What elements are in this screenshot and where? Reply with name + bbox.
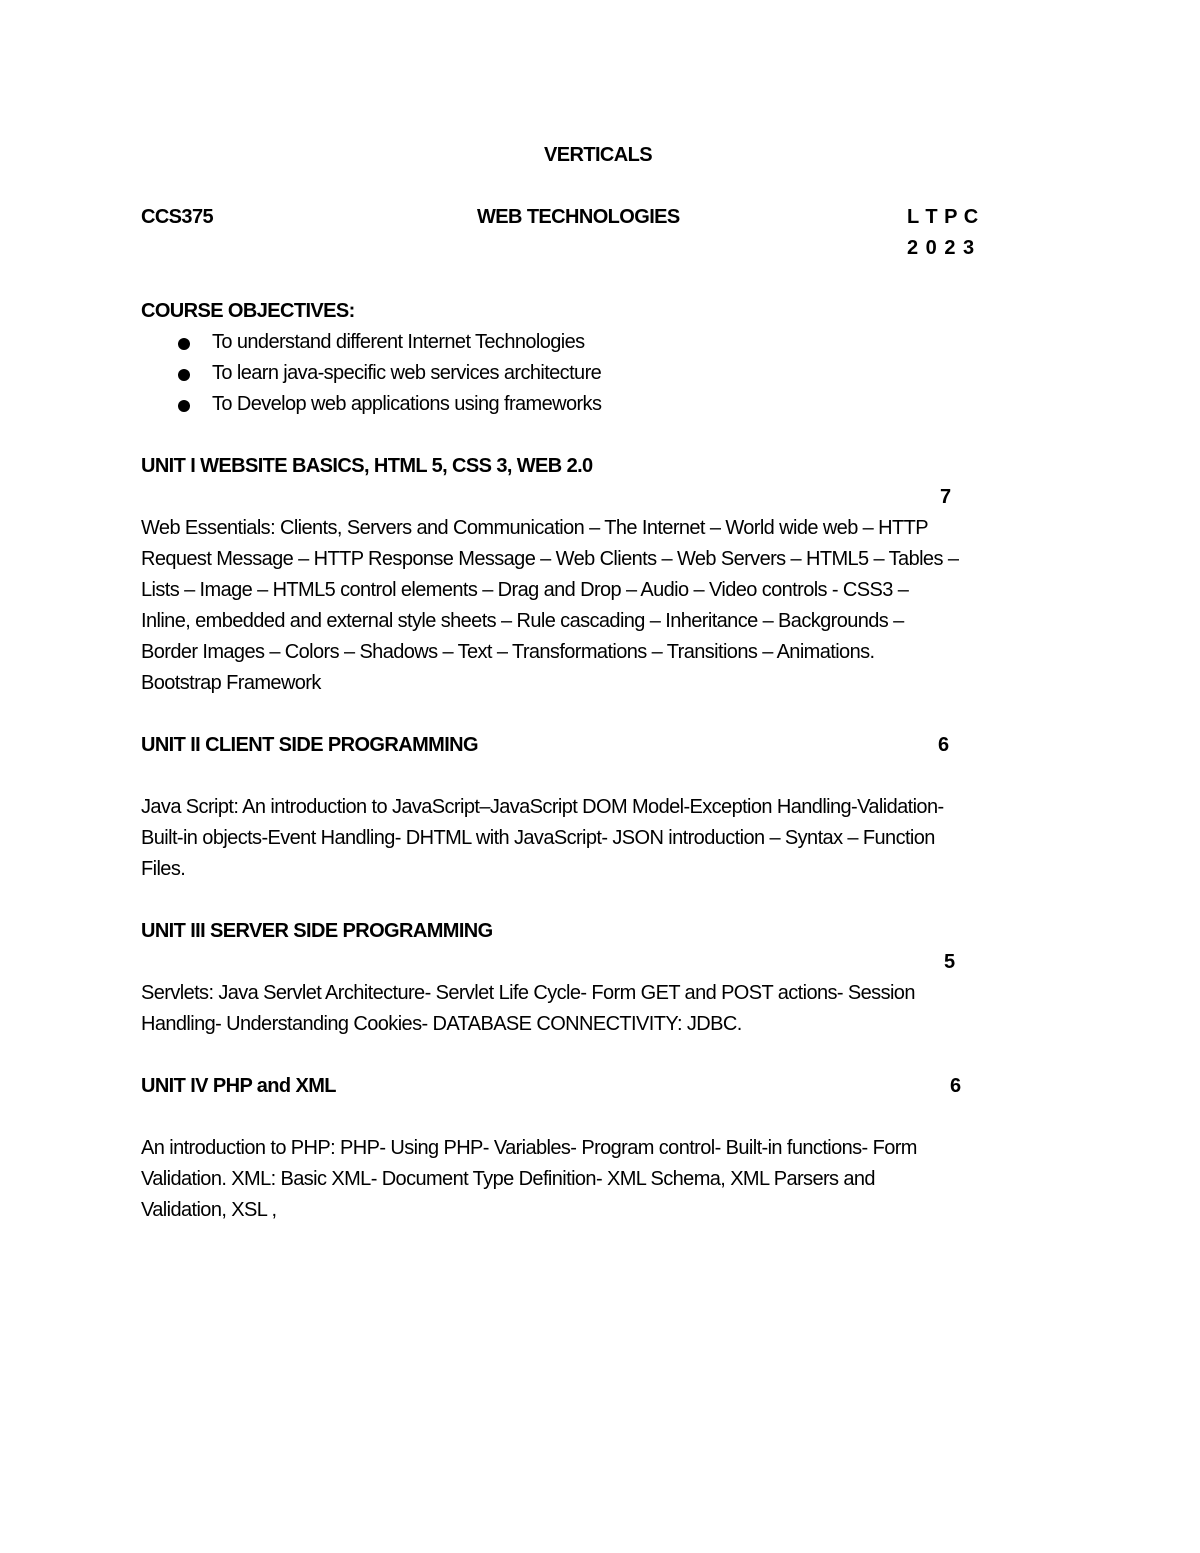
unit-content-line: Validation, XSL , — [141, 1199, 277, 1221]
unit-hours: 5 — [944, 951, 955, 973]
unit-hours: 7 — [940, 486, 951, 508]
unit-content-line: Lists – Image – HTML5 control elements – Drag and Drop – Audio – Video controls - CSS3 – — [141, 579, 909, 601]
bullet-icon — [178, 400, 190, 412]
ltpc-label: L T P C — [907, 206, 979, 228]
objective-item: To learn java-specific web services architecture — [212, 362, 602, 384]
objectives-heading: COURSE OBJECTIVES: — [141, 300, 355, 322]
document-title: VERTICALS — [544, 144, 652, 166]
unit-content-line: Validation. XML: Basic XML- Document Type Definition- XML Schema, XML Parsers and — [141, 1168, 875, 1190]
unit-hours: 6 — [938, 734, 949, 756]
unit-content-line: Files. — [141, 858, 186, 880]
bullet-icon — [178, 369, 190, 381]
unit-title: UNIT III SERVER SIDE PROGRAMMING — [141, 920, 493, 942]
unit-content-line: Web Essentials: Clients, Servers and Communication – The Internet – World wide web – HTTP — [141, 517, 928, 539]
unit-content-line: An introduction to PHP: PHP- Using PHP- Variables- Program control- Built-in functions- Form — [141, 1137, 917, 1159]
course-name: WEB TECHNOLOGIES — [477, 206, 680, 228]
unit-content-line: Inline, embedded and external style sheets – Rule cascading – Inheritance – Backgrounds – — [141, 610, 904, 632]
objective-item: To Develop web applications using frameworks — [212, 393, 602, 415]
unit-content-line: Java Script: An introduction to JavaScript–JavaScript DOM Model-Exception Handling-Validation- — [141, 796, 944, 818]
unit-content-line: Request Message – HTTP Response Message – Web Clients – Web Servers – HTML5 – Tables – — [141, 548, 959, 570]
objective-item: To understand different Internet Technologies — [212, 331, 585, 353]
unit-title: UNIT I WEBSITE BASICS, HTML 5, CSS 3, WEB 2.0 — [141, 455, 593, 477]
bullet-icon — [178, 338, 190, 350]
course-code: CCS375 — [141, 206, 213, 228]
unit-title: UNIT IV PHP and XML — [141, 1075, 336, 1097]
unit-content-line: Servlets: Java Servlet Architecture- Servlet Life Cycle- Form GET and POST actions- Session — [141, 982, 915, 1004]
unit-content-line: Bootstrap Framework — [141, 672, 321, 694]
unit-hours: 6 — [950, 1075, 961, 1097]
ltpc-values: 2 0 2 3 — [907, 237, 976, 259]
unit-title: UNIT II CLIENT SIDE PROGRAMMING — [141, 734, 478, 756]
unit-content-line: Border Images – Colors – Shadows – Text – Transformations – Transitions – Animations. — [141, 641, 875, 663]
unit-content-line: Handling- Understanding Cookies- DATABASE CONNECTIVITY: JDBC. — [141, 1013, 742, 1035]
unit-content-line: Built-in objects-Event Handling- DHTML with JavaScript- JSON introduction – Syntax – Function — [141, 827, 935, 849]
